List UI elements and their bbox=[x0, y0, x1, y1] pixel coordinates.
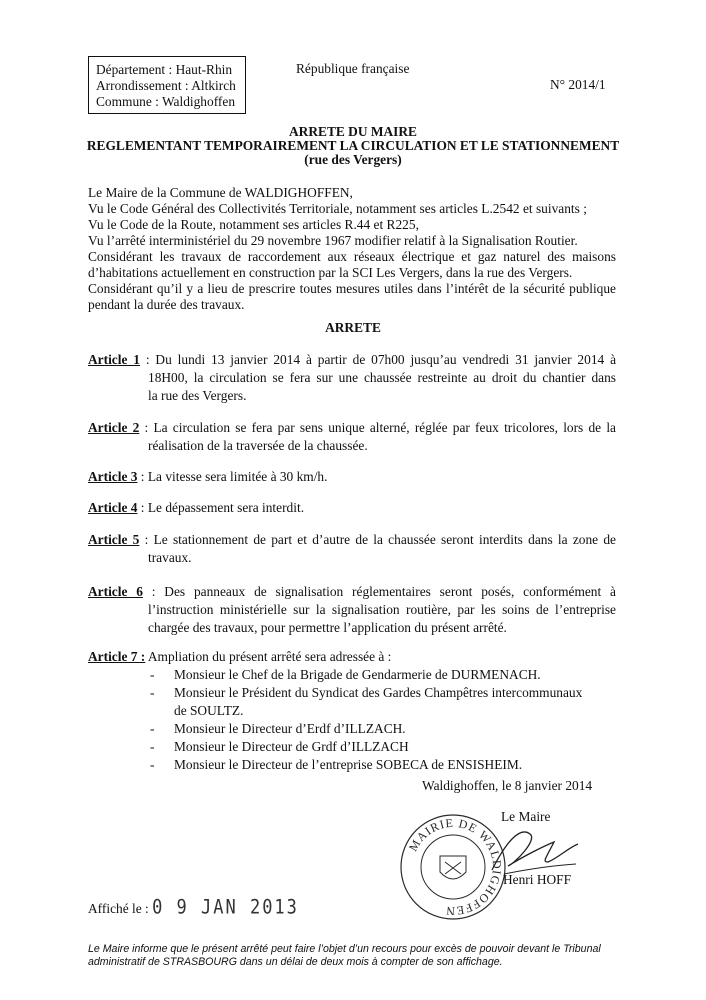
stamp-text: MAIRIE DE WALDIGHOFFEN bbox=[405, 815, 505, 919]
title-line-3: (rue des Vergers) bbox=[304, 152, 402, 167]
article-7 bbox=[88, 648, 616, 774]
article-text: réalisation de la traversée de la chaussée. bbox=[148, 438, 368, 453]
article-4 bbox=[88, 499, 616, 517]
coat-of-arms-icon bbox=[440, 856, 466, 879]
list-dash: - bbox=[150, 757, 155, 772]
list-dash: - bbox=[150, 685, 155, 700]
footer-line: administratif de STRASBOURG dans un délai de deux mois à compter de son affichage. bbox=[88, 956, 503, 968]
article-text: travaux. bbox=[148, 550, 192, 565]
list-dash: - bbox=[150, 667, 155, 682]
posted-date-stamp: 0 9 JAN 2013 bbox=[152, 896, 299, 920]
article-text: 18H00, la circulation se fera sur une chaussée restreinte au droit du chantier dans bbox=[148, 370, 616, 385]
list-item bbox=[150, 738, 616, 756]
article-label: Article 3 bbox=[88, 469, 138, 484]
preamble-line: Vu le Code de la Route, notamment ses articles R.44 et R225, bbox=[88, 217, 419, 232]
preamble-line: Vu le Code Général des Collectivités Territoriale, notamment ses articles L.2542 et suivants ; bbox=[88, 201, 587, 216]
republic-label: République française bbox=[296, 61, 410, 76]
article-text: chargée des travaux, pour permettre l’application du présent arrêté. bbox=[148, 620, 507, 635]
article-text: Le dépassement sera interdit. bbox=[147, 500, 305, 515]
article-separator: : bbox=[139, 352, 156, 367]
administrative-header-box bbox=[88, 56, 246, 114]
list-dash: - bbox=[150, 721, 155, 736]
article-separator: : bbox=[137, 500, 148, 515]
place-and-date: Waldighoffen, le 8 janvier 2014 bbox=[422, 778, 593, 793]
posted-label: Affiché le : bbox=[88, 901, 153, 916]
recipient-text: Monsieur le Président du Syndicat des Gardes Champêtres intercommunaux bbox=[174, 685, 583, 700]
list-item bbox=[150, 720, 616, 738]
preamble bbox=[88, 185, 616, 313]
list-item bbox=[150, 684, 616, 720]
title-line-2: REGLEMENTANT TEMPORAIREMENT LA CIRCULATION ET LE STATIONNEMENT bbox=[86, 138, 620, 153]
preamble-line: pendant la durée des travaux. bbox=[88, 297, 245, 312]
article-label: Article 5 bbox=[88, 532, 140, 547]
recipient-text: Monsieur le Directeur d’Erdf d’ILLZACH. bbox=[174, 721, 406, 736]
article-separator: : bbox=[139, 420, 154, 435]
article-label: Article 6 bbox=[88, 584, 143, 599]
preamble-line: d’habitations actuellement en construction par la SCI Les Vergers, dans la rue des Vergers. bbox=[88, 265, 573, 280]
appeal-notice bbox=[88, 943, 618, 969]
title-line-1: ARRETE DU MAIRE bbox=[289, 124, 417, 139]
article-label: Article 2 bbox=[88, 420, 140, 435]
recipient-text: Monsieur le Directeur de l’entreprise SOBECA de ENSISHEIM. bbox=[174, 757, 523, 772]
article-label: Article 4 bbox=[88, 500, 138, 515]
article-text: La circulation se fera par sens unique alterné, réglée par feux tricolores, lors de la bbox=[153, 420, 616, 435]
article-text: Du lundi 13 janvier 2014 à partir de 07h00 jusqu’au vendredi 31 janvier 2014 à bbox=[155, 352, 617, 367]
article-2 bbox=[88, 419, 616, 455]
preamble-line: Vu l’arrêté interministériel du 29 novembre 1967 modifier relatif à la Signalisation Routier. bbox=[88, 233, 578, 248]
article-separator: : bbox=[139, 532, 154, 547]
footer-line: Le Maire informe que le présent arrêté peut faire l’objet d’un recours pour excès de pouvoir devant le Tribunal bbox=[88, 943, 601, 955]
article-text: Le stationnement de part et d’autre de la chaussée seront interdits dans la zone de bbox=[153, 532, 617, 547]
list-item bbox=[150, 666, 616, 684]
preamble-line: Le Maire de la Commune de WALDIGHOFFEN, bbox=[88, 185, 353, 200]
article-text: Des panneaux de signalisation réglementaires seront posés, conformément à bbox=[164, 584, 616, 599]
article-5 bbox=[88, 531, 616, 567]
arrete-heading: ARRETE bbox=[325, 320, 381, 335]
header-departement: Département : Haut-Rhin bbox=[96, 62, 233, 77]
recipient-list bbox=[88, 666, 616, 774]
article-text: la rue des Vergers. bbox=[148, 388, 247, 403]
article-1 bbox=[88, 351, 616, 405]
header-arrondissement: Arrondissement : Altkirch bbox=[96, 78, 236, 93]
article-text: La vitesse sera limitée à 30 km/h. bbox=[147, 469, 328, 484]
article-text: Ampliation du présent arrêté sera adressée à : bbox=[147, 649, 392, 664]
decree-number: N° 2014/1 bbox=[550, 77, 606, 92]
article-separator: : bbox=[142, 584, 165, 599]
article-text: l’instruction ministérielle sur la signalisation routière, par les soins de l’entreprise bbox=[148, 602, 616, 617]
article-label: Article 1 bbox=[88, 352, 140, 367]
posted-on bbox=[88, 896, 299, 920]
header-commune: Commune : Waldighoffen bbox=[96, 94, 236, 109]
mayor-name: Henri HOFF bbox=[503, 872, 572, 887]
list-item bbox=[150, 756, 616, 774]
recipient-text: de SOULTZ. bbox=[174, 703, 244, 718]
preamble-line: Considérant qu’il y a lieu de prescrire toutes mesures utiles dans l’intérêt de la sécurité publique bbox=[88, 281, 616, 296]
article-3 bbox=[88, 468, 616, 486]
article-label: Article 7 : bbox=[88, 649, 146, 664]
recipient-text: Monsieur le Chef de la Brigade de Gendarmerie de DURMENACH. bbox=[174, 667, 541, 682]
preamble-line: Considérant les travaux de raccordement aux réseaux électrique et gaz naturel des maisons bbox=[88, 249, 616, 264]
list-dash: - bbox=[150, 739, 155, 754]
article-separator: : bbox=[137, 469, 148, 484]
mayor-title: Le Maire bbox=[501, 809, 551, 824]
article-6 bbox=[88, 583, 616, 637]
recipient-text: Monsieur le Directeur de Grdf d’ILLZACH bbox=[174, 739, 409, 754]
